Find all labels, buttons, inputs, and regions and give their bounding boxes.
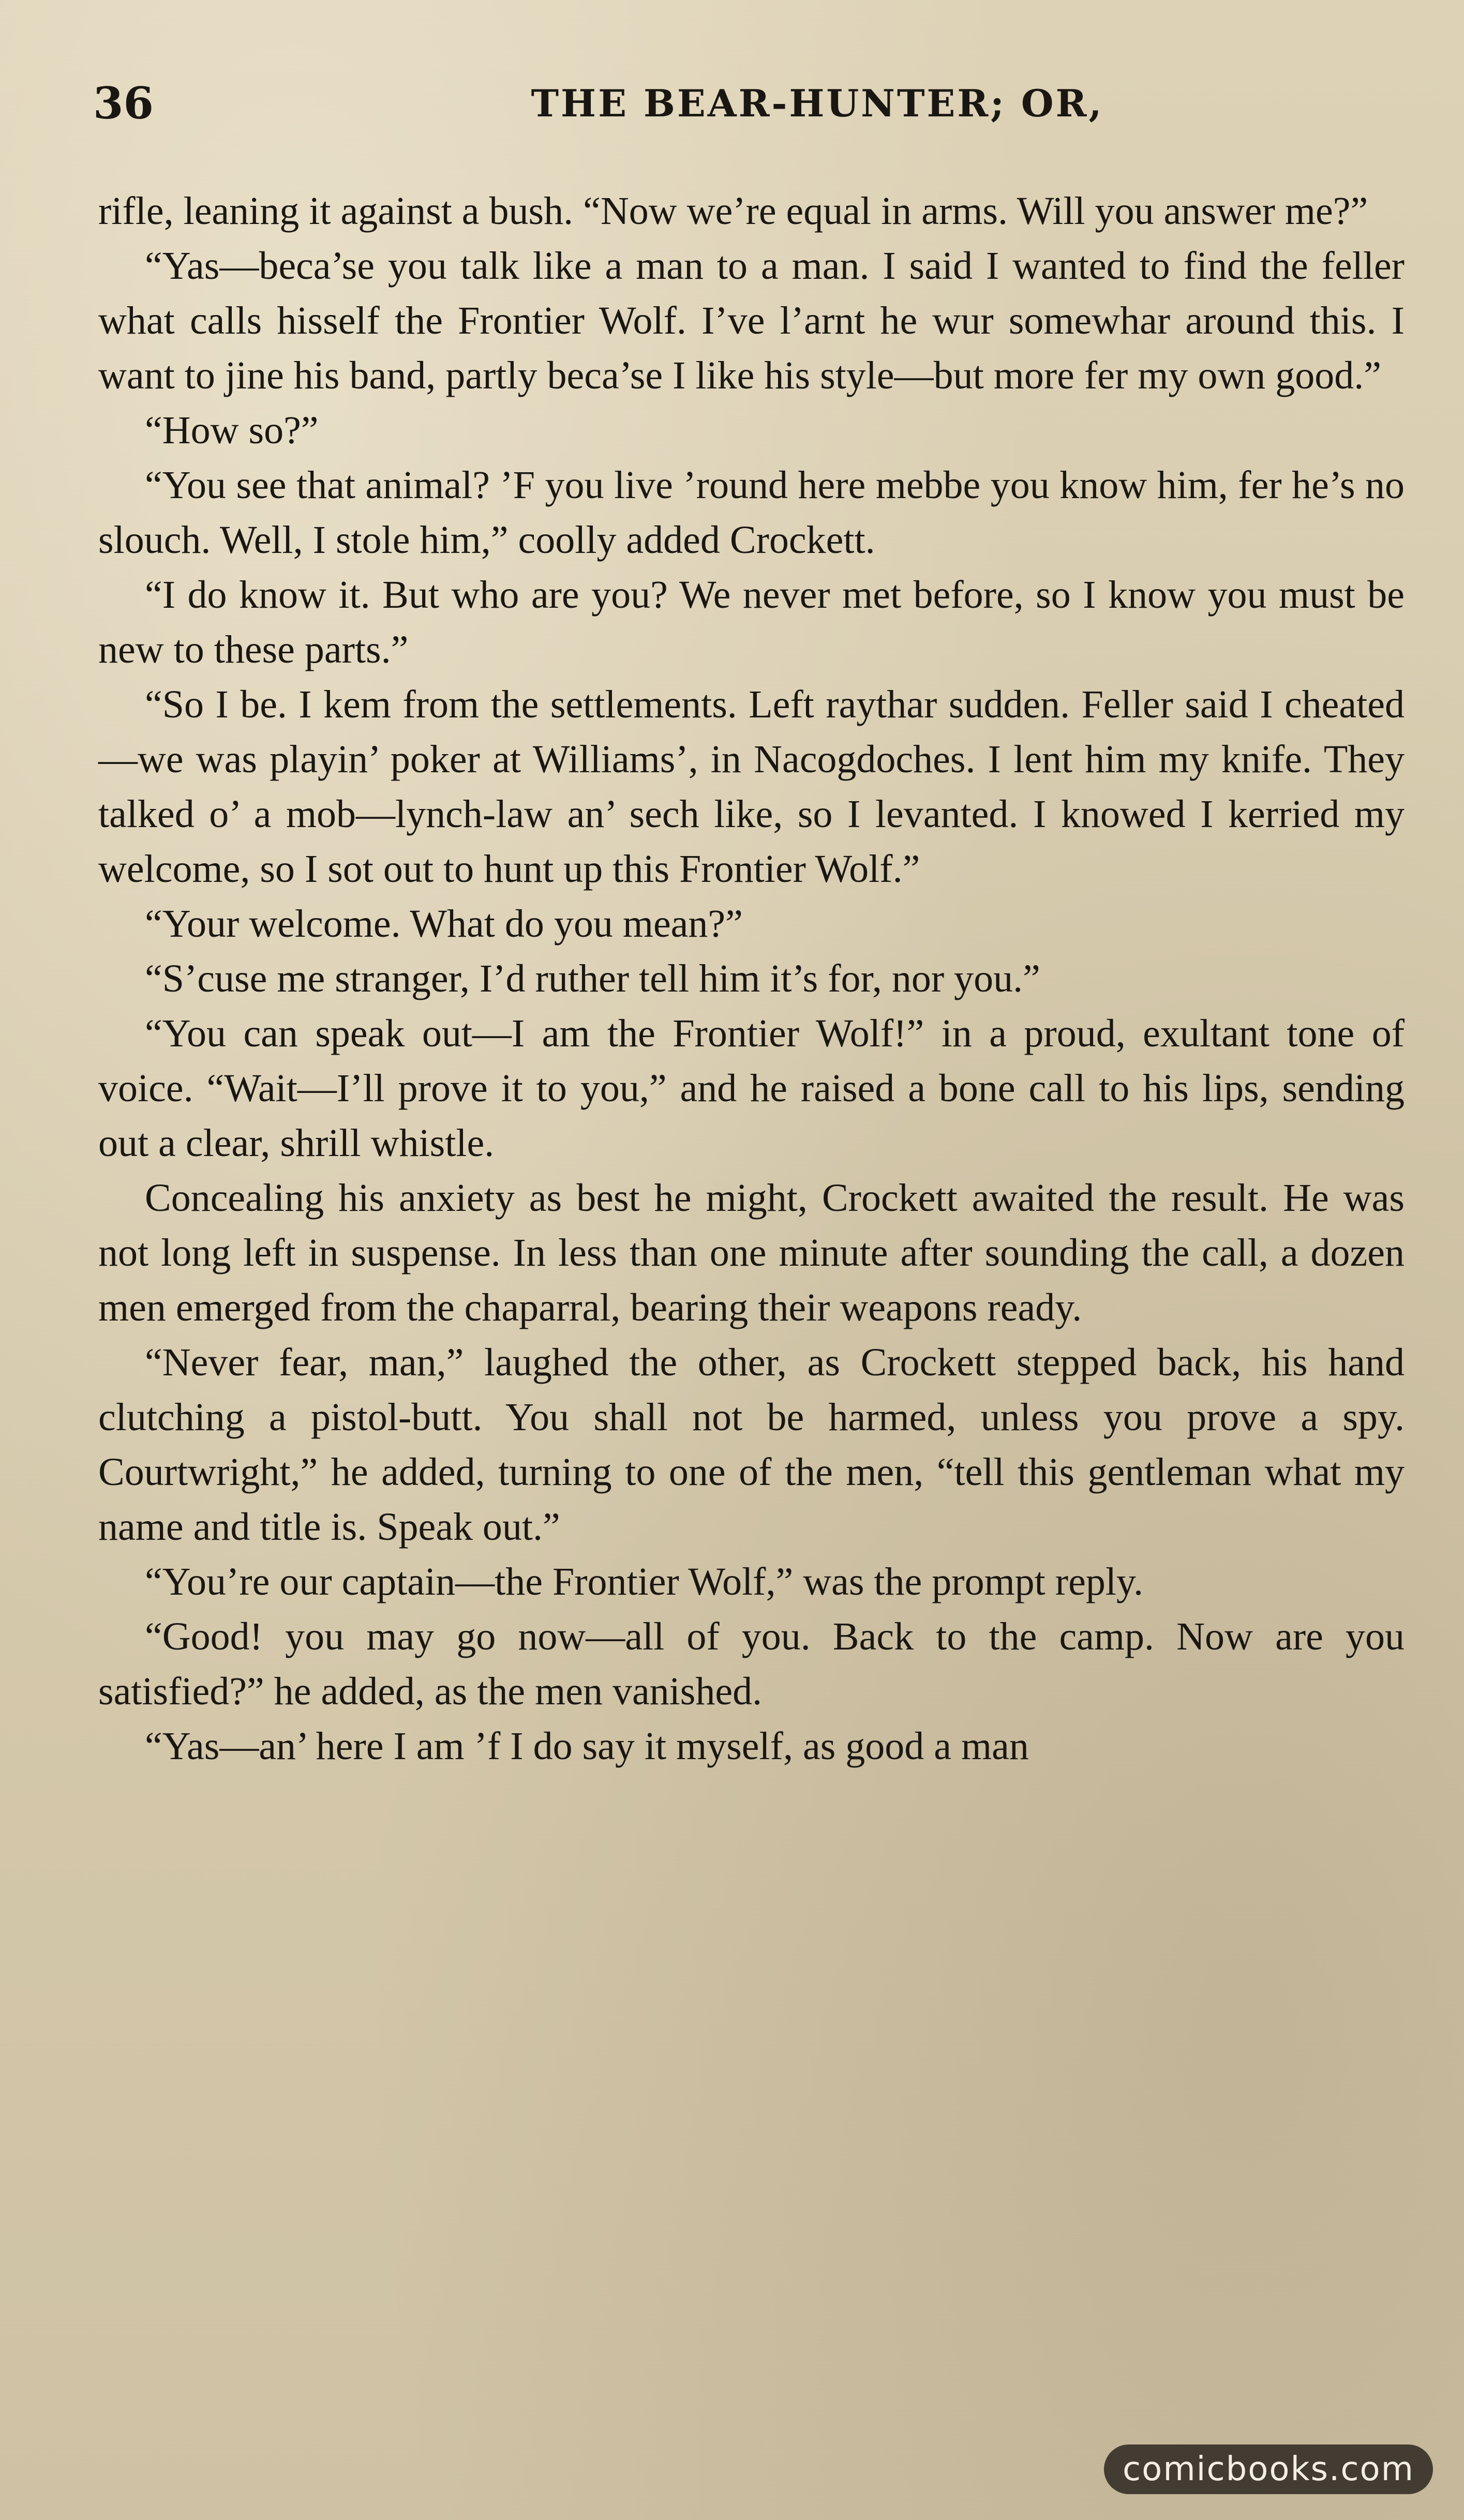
page-header: [93, 72, 1407, 134]
page-number: 36: [93, 78, 154, 129]
paragraph: rifle, leaning it against a bush. “Now we’re equal in arms. Will you answer me?”: [98, 189, 1368, 233]
paragraph: “Good! you may go now—all of you. Back to the camp. Now are you satisfied?” he added, as the men vanished.: [98, 1615, 1405, 1713]
paragraph: “You can speak out—I am the Frontier Wolf!” in a proud, exultant tone of voice. “Wait—I’ll prove it to you,” and he raised a bone call to his lips, sending out a clear, shrill whistle.: [98, 1012, 1405, 1165]
paragraph: “Your welcome. What do you mean?”: [145, 902, 743, 946]
paragraph: “S’cuse me stranger, I’d ruther tell him it’s for, nor you.”: [145, 957, 1040, 1000]
paragraph: “Never fear, man,” laughed the other, as Crockett stepped back, his hand clutching a pistol-butt. You shall not be harmed, unless you prove a spy. Courtwright,” he added, turning to one of the men, “tell this gentleman what my name and title is. Speak out.”: [98, 1341, 1405, 1549]
paragraph: “You see that animal? ’F you live ’round here mebbe you know him, fer he’s no slouch. Well, I stole him,” coolly added Crockett.: [98, 463, 1405, 562]
paragraph: “You’re our captain—the Frontier Wolf,” was the prompt reply.: [145, 1560, 1144, 1603]
paragraph: “Yas—beca’se you talk like a man to a man. I said I wanted to find the feller what calls hisself the Frontier Wolf. I’ve l’arnt he wur somewhar around this. I want to jine his band, partly beca’se I like his style—but more fer my own good.”: [98, 244, 1405, 397]
paragraph: “Yas—an’ here I am ’f I do say it myself, as good a man: [145, 1724, 1029, 1768]
body-text: [98, 184, 1405, 1774]
paragraph: “How so?”: [145, 409, 319, 452]
paragraph: “I do know it. But who are you? We never met before, so I know you must be new to these parts.”: [98, 573, 1405, 671]
paragraph: Concealing his anxiety as best he might, Crockett awaited the result. He was not long left in suspense. In less than one minute after sounding the call, a dozen men emerged from the chaparral, bearing their weapons ready.: [98, 1176, 1405, 1329]
running-head: THE BEAR-HUNTER; OR,: [531, 81, 1104, 125]
paragraph: “So I be. I kem from the settlements. Left raythar sudden. Feller said I cheated—we was playin’ poker at Williams’, in Nacogdoches. I lent him my knife. They talked o’ a mob—lynch-law an’ sech like, so I levanted. I knowed I kerried my welcome, so I sot out to hunt up this Frontier Wolf.”: [98, 683, 1405, 891]
watermark: comicbooks.com: [1104, 2444, 1433, 2494]
